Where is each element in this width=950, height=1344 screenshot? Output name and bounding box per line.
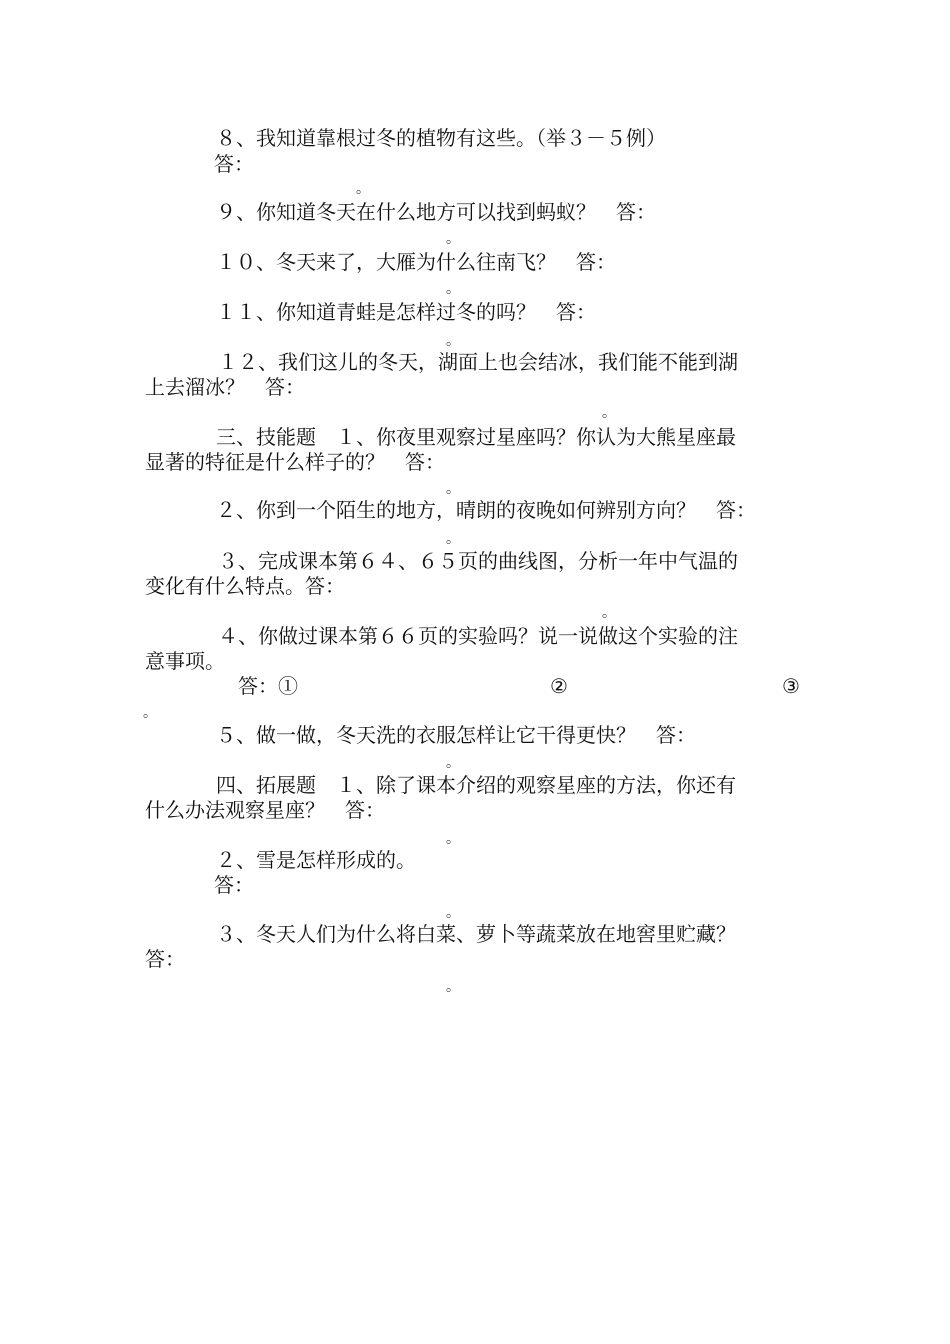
question-10: １０、冬天来了，大雁为什么往南飞？ 答： bbox=[216, 250, 616, 274]
section-4-question-2: ２、雪是怎样形成的。 bbox=[216, 848, 416, 872]
answer-end-mark-s4q1: 。 bbox=[446, 831, 460, 847]
answer-label-s4q3: 答： bbox=[145, 947, 185, 971]
section-3-question-1-line-2: 显著的特征是什么样子的？ 答： bbox=[145, 450, 445, 474]
section-3-question-5: ５、做一做，冬天洗的衣服怎样让它干得更快？ 答： bbox=[216, 723, 696, 747]
answer-label-s4q2: 答： bbox=[214, 873, 254, 897]
answer-end-mark-s3q5: 。 bbox=[446, 755, 460, 771]
answer-blank-3: ③ bbox=[782, 674, 800, 698]
answer-blank-1: 答：① bbox=[238, 674, 298, 698]
answer-end-mark-s4q3: 。 bbox=[446, 979, 460, 995]
section-3-question-4-line-1: ４、你做过课本第６６页的实验吗？说一说做这个实验的注 bbox=[218, 624, 738, 648]
answer-end-mark-s3q1: 。 bbox=[446, 481, 460, 497]
section-4-question-1-line-2: 什么办法观察星座？ 答： bbox=[145, 798, 385, 822]
question-12-line-1: １２、我们这儿的冬天，湖面上也会结冰，我们能不能到湖 bbox=[218, 350, 738, 374]
question-9: ９、你知道冬天在什么地方可以找到蚂蚁？ 答： bbox=[216, 200, 656, 224]
section-4-question-3: ３、冬天人们为什么将白菜、萝卜等蔬菜放在地窖里贮藏？ bbox=[216, 922, 736, 946]
question-12-line-2: 上去溜冰？ 答： bbox=[145, 375, 305, 399]
section-3-question-3-line-2: 变化有什么特点。答： bbox=[145, 574, 345, 598]
answer-end-mark-q8: 。 bbox=[356, 181, 370, 197]
section-3-question-2: ２、你到一个陌生的地方，晴朗的夜晚如何辨别方向？ 答： bbox=[216, 498, 756, 522]
question-8: ８、我知道靠根过冬的植物有这些。（举３－５例） bbox=[216, 126, 666, 150]
section-3-question-4-line-2: 意事项。 bbox=[145, 649, 225, 673]
section-3-question-1-line-1: 三、技能题 １、你夜里观察过星座吗？你认为大熊星座最 bbox=[216, 425, 736, 449]
answer-end-mark-q11: 。 bbox=[446, 333, 460, 349]
answer-end-mark-q10: 。 bbox=[446, 281, 460, 297]
answer-end-mark-s4q2: 。 bbox=[446, 905, 460, 921]
question-11: １１、你知道青蛙是怎样过冬的吗？ 答： bbox=[216, 300, 596, 324]
answer-blank-2: ② bbox=[550, 674, 568, 698]
section-3-question-3-line-1: ３、完成课本第６４、６５页的曲线图，分析一年中气温的 bbox=[218, 549, 738, 573]
answer-end-mark-q9: 。 bbox=[446, 231, 460, 247]
answer-label-q8: 答： bbox=[214, 152, 254, 176]
answer-end-mark-s3q3: 。 bbox=[602, 605, 616, 621]
answer-end-mark-s3q4: 。 bbox=[143, 705, 157, 721]
section-4-question-1-line-1: 四、拓展题 １、除了课本介绍的观察星座的方法，你还有 bbox=[216, 773, 736, 797]
answer-end-mark-q12: 。 bbox=[602, 405, 616, 421]
answer-end-mark-s3q2: 。 bbox=[446, 531, 460, 547]
